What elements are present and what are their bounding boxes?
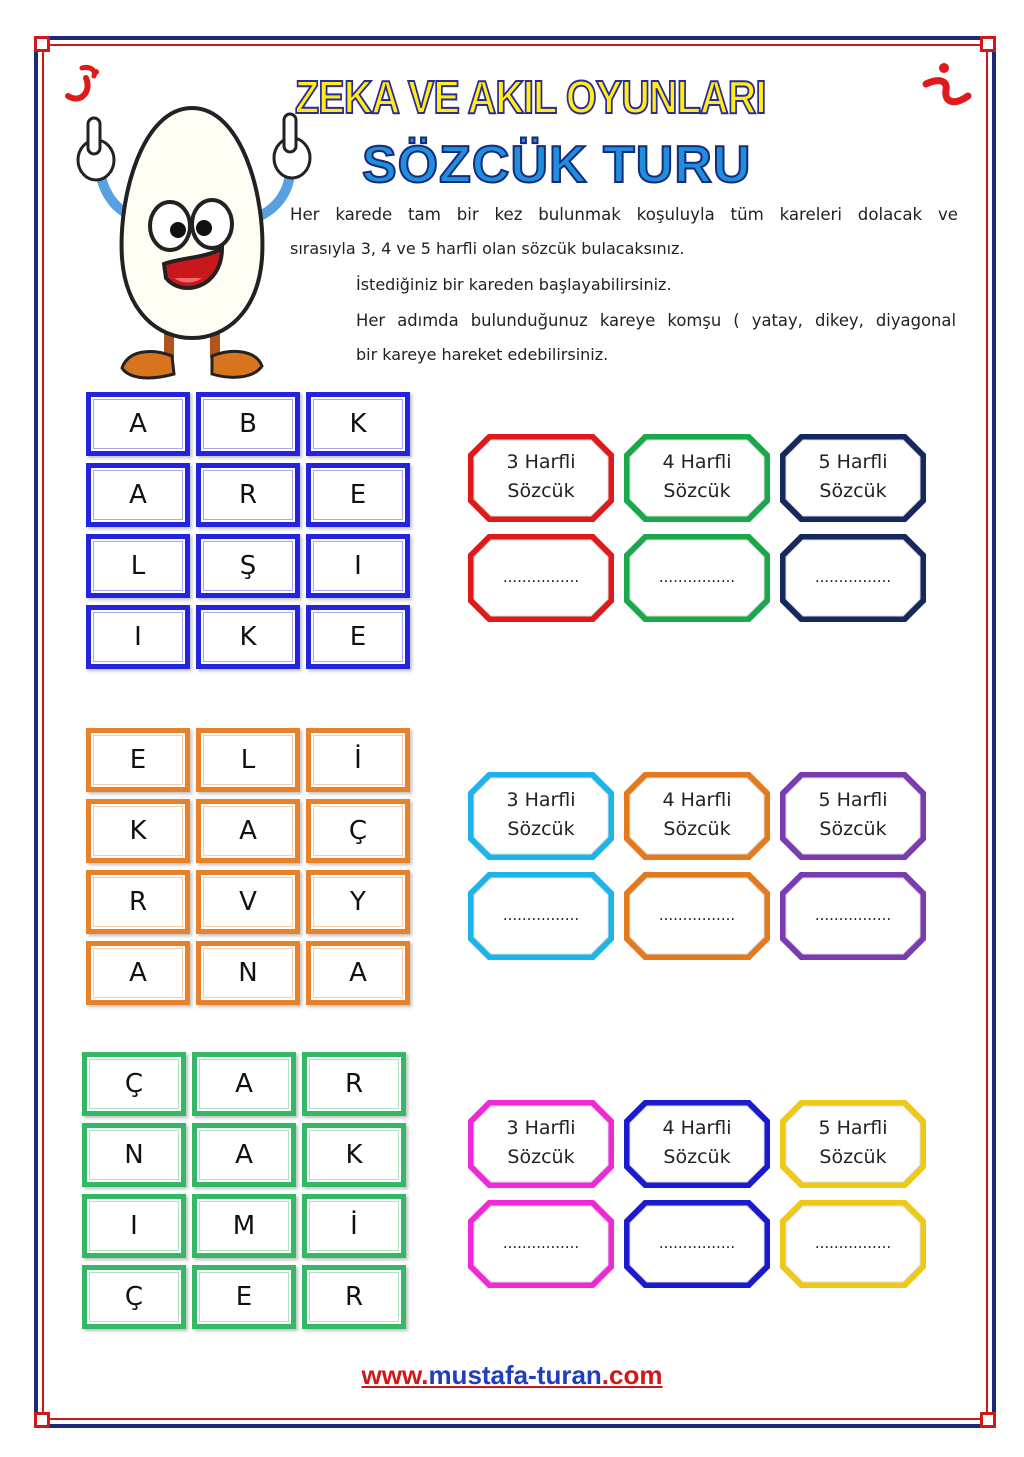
- answer-placeholder: ................: [502, 1234, 580, 1252]
- answer-box-4-letter[interactable]: [622, 532, 772, 624]
- label-line1: 4 Harfli: [662, 789, 732, 811]
- answer-placeholder: ................: [658, 568, 736, 586]
- letter-cell: V: [196, 870, 300, 934]
- word-length-label-5: [778, 432, 928, 524]
- label-line2: Sözcük: [663, 1146, 731, 1168]
- label-line1: 5 Harfli: [818, 1117, 888, 1139]
- letter-cell: R: [302, 1052, 406, 1116]
- letter-cell: E: [86, 728, 190, 792]
- letter-cell: E: [306, 463, 410, 527]
- label-line2: Sözcük: [507, 1146, 575, 1168]
- word-length-label-4: [622, 1098, 772, 1190]
- letter-cell: B: [196, 392, 300, 456]
- label-line2: Sözcük: [663, 480, 731, 502]
- footer-www: www.: [361, 1360, 429, 1390]
- answer-placeholder: ................: [658, 906, 736, 924]
- answer-box-5-letter[interactable]: [778, 532, 928, 624]
- answer-placeholder: ................: [502, 906, 580, 924]
- answer-box-4-letter[interactable]: [622, 1198, 772, 1290]
- footer-domain: mustafa-turan: [428, 1360, 602, 1390]
- letter-cell: A: [192, 1123, 296, 1187]
- label-line1: 4 Harfli: [662, 1117, 732, 1139]
- label-line1: 4 Harfli: [662, 451, 732, 473]
- rule-1: İstediğiniz bir kareden başlayabilirsiniz.: [356, 275, 672, 294]
- answer-box-5-letter[interactable]: [778, 870, 928, 962]
- letter-cell: A: [86, 941, 190, 1005]
- footer-tld: .com: [601, 1360, 663, 1390]
- frame-corner: [980, 1412, 996, 1428]
- letter-cell: Ç: [82, 1052, 186, 1116]
- label-line2: Sözcük: [663, 818, 731, 840]
- word-length-label-3: [466, 1098, 616, 1190]
- letter-cell: K: [196, 605, 300, 669]
- letter-cell: A: [86, 392, 190, 456]
- page-title: ZEKA VE AKIL OYUNLARI: [295, 71, 766, 123]
- label-line1: 3 Harfli: [506, 1117, 576, 1139]
- logo-right-icon: [918, 60, 974, 114]
- rule-2-line2: bir kareye hareket edebilirsiniz.: [356, 345, 609, 364]
- answer-placeholder: ................: [658, 1234, 736, 1252]
- label-line1: 3 Harfli: [506, 789, 576, 811]
- letter-cell: I: [306, 534, 410, 598]
- label-line1: 5 Harfli: [818, 789, 888, 811]
- letter-cell: Ş: [196, 534, 300, 598]
- label-line2: Sözcük: [819, 1146, 887, 1168]
- egg-mascot-illustration: [62, 98, 322, 388]
- frame-corner: [980, 36, 996, 52]
- letter-cell: Ç: [306, 799, 410, 863]
- rule-2-line1: Her adımda bulunduğunuz kareye komşu ( yatay, dikey, diyagonal: [356, 311, 956, 330]
- word-length-label-3: [466, 770, 616, 862]
- letter-cell: A: [306, 941, 410, 1005]
- instruction-line2: sırasıyla 3, 4 ve 5 harfli olan sözcük bulacaksınız.: [290, 239, 685, 258]
- answer-placeholder: ................: [502, 568, 580, 586]
- footer-website-link[interactable]: [0, 1360, 1024, 1391]
- letter-cell: I: [86, 605, 190, 669]
- letter-cell: A: [86, 463, 190, 527]
- letter-cell: E: [192, 1265, 296, 1329]
- letter-cell: M: [192, 1194, 296, 1258]
- letter-cell: A: [196, 799, 300, 863]
- page-subtitle: SÖZCÜK TURU: [362, 136, 752, 194]
- label-line2: Sözcük: [819, 480, 887, 502]
- letter-cell: I: [82, 1194, 186, 1258]
- answer-box-3-letter[interactable]: [466, 870, 616, 962]
- answer-box-3-letter[interactable]: [466, 1198, 616, 1290]
- label-line2: Sözcük: [819, 818, 887, 840]
- frame-corner: [34, 1412, 50, 1428]
- word-length-label-4: [622, 770, 772, 862]
- letter-cell: E: [306, 605, 410, 669]
- letter-cell: R: [196, 463, 300, 527]
- letter-cell: K: [302, 1123, 406, 1187]
- word-length-label-4: [622, 432, 772, 524]
- frame-corner: [34, 36, 50, 52]
- letter-cell: İ: [306, 728, 410, 792]
- letter-cell: R: [86, 870, 190, 934]
- label-line1: 5 Harfli: [818, 451, 888, 473]
- letter-cell: K: [86, 799, 190, 863]
- letter-cell: K: [306, 392, 410, 456]
- letter-cell: Ç: [82, 1265, 186, 1329]
- label-line2: Sözcük: [507, 480, 575, 502]
- letter-cell: N: [82, 1123, 186, 1187]
- word-length-label-3: [466, 432, 616, 524]
- letter-cell: A: [192, 1052, 296, 1116]
- answer-placeholder: ................: [814, 568, 892, 586]
- word-length-label-5: [778, 770, 928, 862]
- instruction-line1: Her karede tam bir kez bulunmak koşuluyla tüm kareleri dolacak ve: [290, 205, 958, 224]
- answer-box-5-letter[interactable]: [778, 1198, 928, 1290]
- letter-cell: L: [196, 728, 300, 792]
- letter-cell: N: [196, 941, 300, 1005]
- label-line2: Sözcük: [507, 818, 575, 840]
- answer-placeholder: ................: [814, 1234, 892, 1252]
- letter-cell: İ: [302, 1194, 406, 1258]
- label-line1: 3 Harfli: [506, 451, 576, 473]
- letter-cell: L: [86, 534, 190, 598]
- answer-box-3-letter[interactable]: [466, 532, 616, 624]
- answer-placeholder: ................: [814, 906, 892, 924]
- letter-cell: Y: [306, 870, 410, 934]
- word-length-label-5: [778, 1098, 928, 1190]
- letter-cell: R: [302, 1265, 406, 1329]
- answer-box-4-letter[interactable]: [622, 870, 772, 962]
